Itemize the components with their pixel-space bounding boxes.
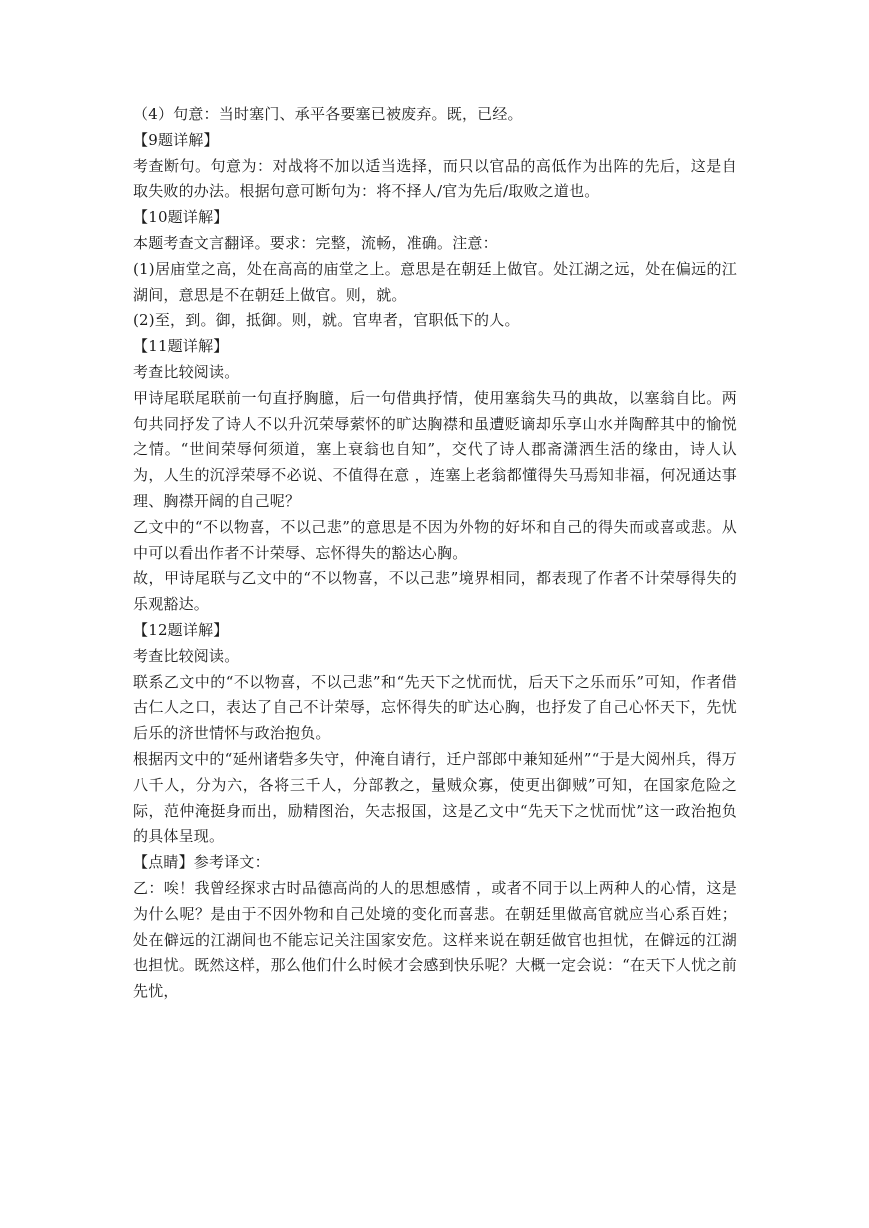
question-12-heading: 【12题详解】: [133, 620, 229, 639]
question-11-heading: 【11题详解】: [133, 337, 229, 356]
dianjing-heading: 【点睛】参考译文：: [133, 853, 270, 872]
translation-paragraph: 乙：唉！我曾经探求古时品德高尚的人的思想感情 ，或者不同于以上两种人的心情，这是为什么呢？是由于不因外物和自己处境的变化而喜悲。在朝廷里做高官就应当心系百姓；处在僻远的江湖间也不能忘记关注国家安危。这样来说在朝廷做官也担忧，在僻远的江湖也担忧。既然这样，那么他们什么时候才会感到快乐呢？大概一定会说：“在天下人忧之前先忧，: [133, 878, 737, 1001]
question-9-heading: 【9题详解】: [133, 130, 219, 149]
question-10-intro: 本题考查文言翻译。要求：完整，流畅，准确。注意：: [133, 233, 498, 252]
answer-4-sentence-meaning: （4）句意：当时塞门、承平各要塞已被废弃。既，已经。: [133, 105, 523, 123]
question-11-conclusion: 故，甲诗尾联与乙文中的“不以物喜，不以己悲”境界相同，都表现了作者不计荣辱得失的乐观豁达。: [133, 569, 737, 614]
question-12-paragraph-1: 联系乙文中的“不以物喜，不以己悲”和“先天下之忧而忧，后天下之乐而乐”可知，作者借古仁人之口，表达了自己不计荣辱，忘怀得失的旷达心胸，也抒发了自己心怀天下，先忧后乐的济世情怀与政治抱负。: [133, 672, 737, 743]
question-10-item-1: (1)居庙堂之高，处在高高的庙堂之上。意思是在朝廷上做官。处江湖之远，处在偏远的江湖间，意思是不在朝廷上做官。则，就。: [133, 259, 737, 304]
question-12-paragraph-2: 根据丙文中的“延州诸砦多失守，仲淹自请行，迁户部郎中兼知延州”“于是大阅州兵，得万八千人，分为六，各将三千人，分部教之，量贼众寡，使更出御贼”可知，在国家危险之际，范仲淹挺身而出，励精图治，矢志报国，这是乙文中“先天下之忧而忧”这一政治抱负的具体呈现。: [133, 749, 737, 846]
question-9-explanation: 考查断句。句意为：对战将不加以适当选择，而只以官品的高低作为出阵的先后，这是自取失败的办法。根据句意可断句为：将不择人/官为先后/取败之道也。: [133, 156, 737, 201]
question-11-paragraph-2: 乙文中的“不以物喜，不以己悲”的意思是不因为外物的好坏和自己的得失而或喜或悲。从中可以看出作者不计荣辱、忘怀得失的豁达心胸。: [133, 517, 737, 562]
document-body: [133, 102, 737, 1005]
question-11-paragraph-1: 甲诗尾联尾联前一句直抒胸臆，后一句借典抒情，使用塞翁失马的典故，以塞翁自比。两句共同抒发了诗人不以升沉荣辱萦怀的旷达胸襟和虽遭贬谪却乐享山水并陶醉其中的愉悦之情。“世间荣辱何须道，塞上衰翁也自知”，交代了诗人郡斋潇洒生活的缘由，诗人认为，人生的沉浮荣辱不必说、不值得在意 ，连塞上老翁都懂得失马焉知非福，何况通达事理、胸襟开阔的自己呢？: [133, 388, 737, 510]
question-10-item-2: (2)至，到。御，抵御。则，就。官卑者，官职低下的人。: [133, 311, 520, 330]
question-12-intro: 考查比较阅读。: [133, 646, 240, 665]
question-11-intro: 考查比较阅读。: [133, 362, 240, 381]
question-10-heading: 【10题详解】: [133, 208, 229, 227]
